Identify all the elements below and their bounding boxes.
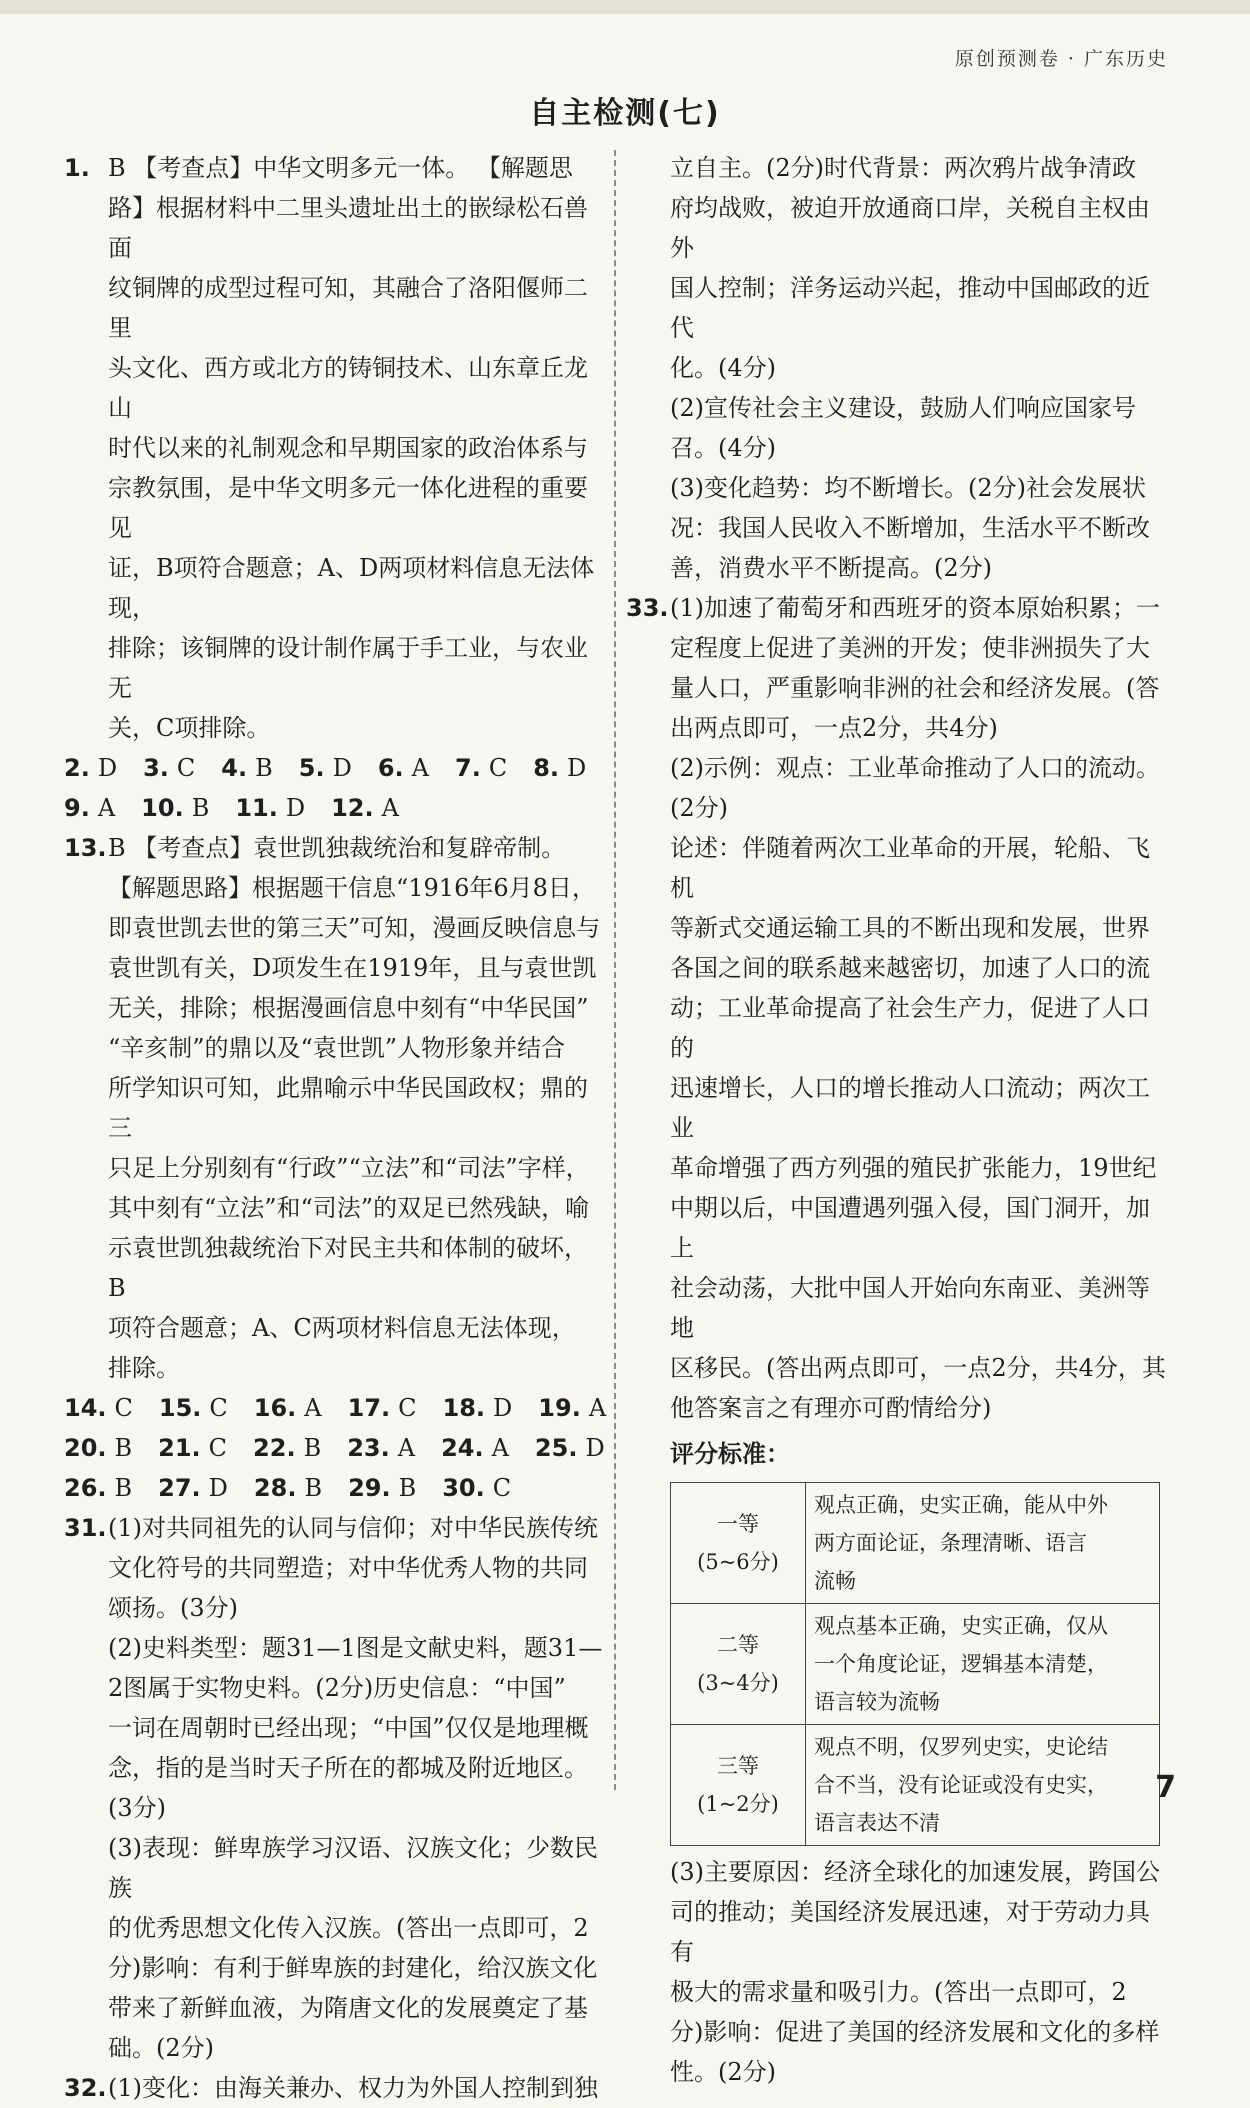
text-line: 定程度上促进了美洲的开发；使非洲损失了大 (670, 634, 1150, 662)
text-line: 排除。 (108, 1354, 180, 1382)
grade-name: 二等 (717, 1633, 759, 1657)
grade-name: 一等 (717, 1512, 759, 1536)
question-number: 5. (298, 754, 325, 782)
text-line: “辛亥制”的鼎以及“袁世凯”人物形象并结合 (108, 1034, 566, 1062)
answer-letter: C (114, 1394, 133, 1422)
answer-letter: A (397, 1434, 416, 1462)
question-number: 23. (347, 1434, 390, 1462)
text-line: 立自主。(2分)时代背景：两次鸦片战争清政 (670, 154, 1136, 182)
text-line: 观点正确，史实正确，能从中外 (814, 1493, 1108, 1517)
text-line: 革命增强了西方列强的殖民扩张能力，19世纪 (670, 1154, 1157, 1182)
answer-letter: A (411, 754, 429, 782)
answer-letter: A (491, 1434, 509, 1462)
question-number: 25. (534, 1434, 578, 1462)
running-header: 原创预测卷 · 广东历史 (954, 48, 1168, 70)
text-line: 文化符号的共同塑造；对中华优秀人物的共同 (108, 1554, 588, 1582)
text-line: 两方面论证，条理清晰、语言 (814, 1531, 1087, 1555)
text-line: (2)史料类型：题31—1图是文献史料，题31— (108, 1634, 603, 1662)
text-line: (3)表现：鲜卑族学习汉语、汉族文化；少数民族 (108, 1834, 598, 1902)
question-number: 14. (64, 1394, 107, 1422)
answer-text (108, 828, 604, 1388)
question-number: 9. (64, 794, 90, 822)
page-number: 7 (1155, 1770, 1176, 1805)
text-line: 分)影响：促进了美国的经济发展和文化的多样 (670, 2018, 1160, 2046)
text-line: 证，B项符合题意；A、D两项材料信息无法体现， (108, 554, 595, 622)
text-line: 司的推动；美国经济发展迅速，对于劳动力具有 (670, 1898, 1150, 1966)
text-line: 一词在周朝时已经出现；“中国”仅仅是地理概 (108, 1714, 589, 1742)
answer-letter: B (304, 1474, 323, 1502)
answer-letter: D (97, 754, 118, 782)
mc-answer-row (64, 788, 604, 828)
text-line: 中期以后，中国遭遇列强入侵，国门洞开，加上 (670, 1194, 1150, 1262)
grade-range: (5~6分) (697, 1550, 779, 1574)
text-line: 动；工业革命提高了社会生产力，促进了人口的 (670, 994, 1150, 1062)
grading-row (671, 1725, 1160, 1846)
text-line: 国人控制；洋务运动兴起，推动中国邮政的近代 (670, 274, 1150, 342)
text-line: 迅速增长，人口的增长推动人口流动；两次工业 (670, 1074, 1150, 1142)
question-number: 4. (221, 754, 248, 782)
page-title: 自主检测(七) (529, 96, 721, 131)
text-line: (3)主要原因：经济全球化的加速发展，跨国公 (670, 1858, 1160, 1886)
text-line: 的优秀思想文化传入汉族。(答出一点即可，2 (108, 1914, 589, 1942)
mc-answer-row (64, 748, 604, 788)
answer-letter: A (97, 794, 116, 822)
text-line: 一个角度论证，逻辑基本清楚， (814, 1652, 1108, 1676)
text-line: 分)影响：有利于鲜卑族的封建化，给汉族文化 (108, 1954, 598, 1982)
text-line: 善，消费水平不断提高。(2分) (670, 554, 992, 582)
page-top-edge (0, 0, 1250, 14)
answer-letter: A (304, 1394, 322, 1422)
answer-q32-continued (626, 148, 1166, 588)
text-line: 关，C项排除。 (108, 714, 271, 742)
text-line: 观点不明，仅罗列史实，史论结 (814, 1735, 1108, 1759)
text-line: 时代以来的礼制观念和早期国家的政治体系与 (108, 434, 588, 462)
text-line: 区移民。(答出两点即可，一点2分，共4分，其 (670, 1354, 1166, 1382)
answer-q33 (626, 588, 1166, 1428)
answer-text (108, 1508, 604, 2068)
answer-q13 (64, 828, 604, 1388)
text-line: 化。(4分) (670, 354, 776, 382)
answer-text (670, 148, 1166, 588)
answer-letter: C (488, 754, 508, 782)
answer-q33-part3 (626, 1852, 1166, 2092)
question-number: 16. (253, 1394, 297, 1422)
text-line: 性。(2分) (670, 2058, 776, 2086)
grading-table (670, 1482, 1160, 1846)
question-number: 28. (253, 1474, 297, 1502)
text-line: 2图属于实物史料。(2分)历史信息：“中国” (108, 1674, 566, 1702)
text-line: 带来了新鲜血液，为隋唐文化的发展奠定了基 (108, 1994, 588, 2022)
left-column (64, 148, 607, 2108)
answer-letter: C (209, 1394, 228, 1422)
question-number: 7. (455, 754, 481, 782)
answer-text (108, 2068, 604, 2108)
question-number: 27. (158, 1474, 201, 1502)
answer-letter: C (208, 1434, 228, 1462)
answer-letter: D (208, 1474, 228, 1502)
text-line: 府均战败，被迫开放通商口岸，关税自主权由外 (670, 194, 1150, 262)
text-line: 排除；该铜牌的设计制作属于手工业，与农业无 (108, 634, 588, 702)
answer-q32 (64, 2068, 604, 2108)
question-number: 26. (64, 1474, 107, 1502)
text-line: 其中刻有“立法”和“司法”的双足已然残缺，喻 (108, 1194, 590, 1222)
text-line: 【解题思路】根据题干信息“1916年6月8日， (108, 874, 596, 902)
question-number: 33. (626, 594, 669, 622)
text-line: 各国之间的联系越来越密切，加速了人口的流 (670, 954, 1150, 982)
text-line: (3分) (108, 1794, 166, 1822)
answer-letter: B (191, 794, 210, 822)
question-number: 13. (64, 834, 107, 862)
grade-description (806, 1725, 1160, 1846)
question-number: 20. (64, 1434, 107, 1462)
text-line: 只足上分别刻有“行政”“立法”和“司法”字样， (108, 1154, 590, 1182)
question-number: 15. (158, 1394, 202, 1422)
text-line: 所学知识可知，此鼎喻示中华民国政权；鼎的三 (108, 1074, 588, 1142)
answer-letter: D (493, 1394, 513, 1422)
grade-range: (1~2分) (697, 1792, 779, 1816)
text-line: 颂扬。(3分) (108, 1594, 238, 1622)
text-line: 社会动荡，大批中国人开始向东南亚、美洲等地 (670, 1274, 1150, 1342)
mc-answers-block-2 (64, 1388, 607, 1508)
text-line: 项符合题意；A、C两项材料信息无法体现， (108, 1314, 576, 1342)
text-line: 观点基本正确，史实正确，仅从 (814, 1614, 1108, 1638)
answer-letter: A (381, 794, 399, 822)
answer-letter: B (303, 1434, 322, 1462)
answer-letter: C (176, 754, 196, 782)
text-line: 无关，排除；根据漫画信息中刻有“中华民国” (108, 994, 589, 1022)
text-line: 况：我国人民收入不断增加，生活水平不断改 (670, 514, 1150, 542)
text-line: (1)对共同祖先的认同与信仰；对中华民族传统 (108, 1514, 598, 1542)
question-number: 30. (442, 1474, 485, 1502)
text-line: (1)变化：由海关兼办、权力为外国人控制到独 (108, 2074, 598, 2102)
text-line: 流畅 (814, 1569, 856, 1593)
grading-title: 评分标准： (670, 1439, 790, 1468)
question-number: 11. (235, 794, 278, 822)
answer-letter: B (398, 1474, 417, 1502)
answer-letter: D (285, 794, 306, 822)
text-line: 语言表达不清 (814, 1811, 940, 1835)
mc-answers-block-1 (64, 748, 604, 828)
answer-letter: C (492, 1474, 512, 1502)
question-number: 32. (64, 2074, 107, 2102)
right-column (626, 148, 1166, 2092)
grade-name: 三等 (717, 1754, 759, 1778)
question-number: 6. (377, 754, 404, 782)
text-line: B 【考查点】袁世凯独裁统治和复辟帝制。 (108, 834, 566, 862)
text-line: (2分) (670, 794, 728, 822)
question-number: 19. (538, 1394, 581, 1422)
text-line: 示袁世凯独裁统治下对民主共和体制的破坏，B (108, 1234, 588, 1302)
text-line: (3)变化趋势：均不断增长。(2分)社会发展状 (670, 474, 1146, 502)
grade-description (806, 1483, 1160, 1604)
text-line: 袁世凯有关，D项发生在1919年，且与袁世凯 (108, 954, 597, 982)
text-line: 等新式交通运输工具的不断出现和发展，世界 (670, 914, 1150, 942)
answer-letter: D (585, 1434, 605, 1462)
question-number: 10. (141, 794, 184, 822)
question-number: 1. (64, 154, 90, 182)
column-divider (614, 150, 616, 1790)
answer-letter: C (398, 1394, 417, 1422)
text-line: 纹铜牌的成型过程可知，其融合了洛阳偃师二里 (108, 274, 588, 342)
answer-text (670, 1852, 1166, 2092)
question-number: 29. (348, 1474, 391, 1502)
grade-level (671, 1725, 806, 1846)
text-line: 头文化、西方或北方的铸铜技术、山东章丘龙山 (108, 354, 588, 422)
answer-letter: B (114, 1474, 133, 1502)
text-line: 量人口，严重影响非洲的社会和经济发展。(答 (670, 674, 1160, 702)
question-number: 17. (347, 1394, 391, 1422)
grade-range: (3~4分) (697, 1671, 779, 1695)
grade-description (806, 1604, 1160, 1725)
question-number: 24. (441, 1434, 484, 1462)
answer-text (670, 588, 1166, 1428)
answer-letter: A (588, 1394, 607, 1422)
grading-row (671, 1483, 1160, 1604)
text-line: 出两点即可，一点2分，共4分) (670, 714, 998, 742)
grade-level (671, 1483, 806, 1604)
question-number: 18. (442, 1394, 486, 1422)
text-line: (1)加速了葡萄牙和西班牙的资本原始积累；一 (670, 594, 1160, 622)
text-line: 他答案言之有理亦可酌情给分) (670, 1394, 992, 1422)
answer-q1 (64, 148, 604, 748)
question-number: 2. (64, 754, 90, 782)
text-line: 即袁世凯去世的第三天”可知，漫画反映信息与 (108, 914, 601, 942)
answer-letter: D (332, 754, 352, 782)
answer-text (108, 148, 604, 748)
question-number: 21. (158, 1434, 201, 1462)
text-line: 论述：伴随着两次工业革命的开展，轮船、飞机 (670, 834, 1150, 902)
text-line: 召。(4分) (670, 434, 776, 462)
answer-letter: B (114, 1434, 133, 1462)
question-number: 12. (331, 794, 374, 822)
text-line: 语言较为流畅 (814, 1690, 940, 1714)
text-line: 极大的需求量和吸引力。(答出一点即可，2 (670, 1978, 1127, 2006)
grading-row (671, 1604, 1160, 1725)
answer-letter: B (255, 754, 273, 782)
text-line: 念，指的是当时天子所在的都城及附近地区。 (108, 1754, 588, 1782)
question-number: 8. (533, 754, 560, 782)
mc-answer-row (64, 1428, 604, 1468)
answer-q31 (64, 1508, 604, 2068)
question-number: 3. (143, 754, 169, 782)
text-line: B 【考查点】中华文明多元一体。 【解题思 (108, 154, 573, 182)
text-line: 合不当，没有论证或没有史实， (814, 1773, 1108, 1797)
question-number: 22. (253, 1434, 296, 1462)
mc-answer-row (64, 1388, 607, 1428)
question-number: 31. (64, 1514, 107, 1542)
text-line: (2)示例：观点：工业革命推动了人口的流动。 (670, 754, 1160, 782)
answer-letter: D (567, 754, 587, 782)
text-line: 础。(2分) (108, 2034, 214, 2062)
grade-level (671, 1604, 806, 1725)
mc-answer-row (64, 1468, 604, 1508)
text-line: 路】根据材料中二里头遗址出土的嵌绿松石兽面 (108, 194, 588, 262)
text-line: (2)宣传社会主义建设，鼓励人们响应国家号 (670, 394, 1136, 422)
text-line: 宗教氛围，是中华文明多元一体化进程的重要见 (108, 474, 588, 542)
